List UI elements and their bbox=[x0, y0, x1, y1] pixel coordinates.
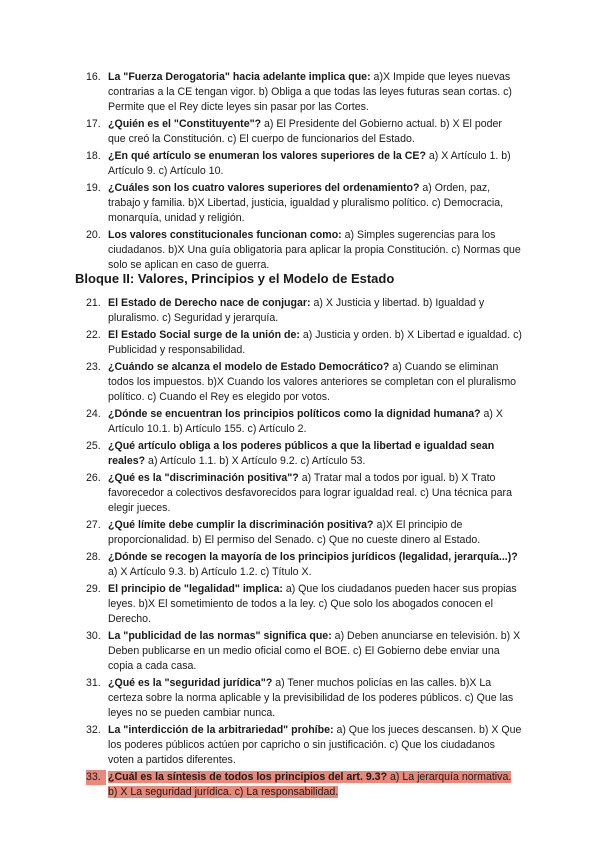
question-number: 24. bbox=[86, 408, 101, 420]
question-number: 33. bbox=[86, 770, 106, 785]
answer-options: a) La jerarquía normativa. b) X La seguridad jurídica. c) La responsabilidad. bbox=[108, 771, 512, 798]
question-item bbox=[0, 582, 600, 627]
question-text: ¿Quién es el "Constituyente"? bbox=[108, 118, 262, 130]
question-text: ¿Qué artículo obliga a los poderes públicos a que la libertad e igualdad sean reales? bbox=[108, 440, 495, 467]
question-number: 16. bbox=[86, 71, 101, 83]
question-number: 25. bbox=[86, 440, 101, 452]
answer-options: a) Que los ciudadanos pueden hacer sus propias leyes. b)X El sometimiento de todos a la ley. c) Que solo los abogados conocen el Derecho. bbox=[108, 583, 517, 625]
answer-options: a) Tratar mal a todos por igual. b) X Trato favorecedor a colectivos desfavorecidos para lograr igualdad real. c) Una técnica para elegir jueces. bbox=[108, 472, 512, 514]
answer-options: a) Cuando se eliminan todos los impuestos. b)X Cuando los valores anteriores se completan con el pluralismo político. c) Cuando el Rey es elegido por votos. bbox=[108, 361, 517, 403]
answer-options: a) X Artículo 10.1. b) Artículo 155. c) Artículo 2. bbox=[108, 408, 503, 435]
question-number: 30. bbox=[86, 630, 101, 642]
question-number: 27. bbox=[86, 519, 101, 531]
question-item bbox=[0, 360, 600, 405]
question-number: 17. bbox=[86, 118, 101, 130]
question-text: ¿Dónde se recogen la mayoría de los principios jurídicos (legalidad, jerarquía...)? bbox=[108, 551, 518, 563]
answer-options: a) Orden, paz, trabajo y familia. b)X Libertad, justicia, igualdad y pluralismo político. c) Democracia, monarquía, unidad y religión. bbox=[108, 182, 504, 224]
question-number: 19. bbox=[86, 182, 101, 194]
question-item bbox=[0, 676, 600, 721]
question-number: 20. bbox=[86, 229, 101, 241]
question-item bbox=[0, 181, 600, 226]
question-text: ¿Qué es la "seguridad jurídica"? bbox=[108, 677, 273, 689]
question-item bbox=[0, 439, 600, 469]
question-number: 21. bbox=[86, 297, 101, 309]
question-text: La "Fuerza Derogatoria" hacia adelante implica que: bbox=[108, 71, 371, 83]
question-text: La "publicidad de las normas" significa que: bbox=[108, 630, 332, 642]
question-number: 28. bbox=[86, 551, 101, 563]
answer-options: a)X Impide que leyes nuevas contrarias a la CE tengan vigor. b) Obliga a que todas las leyes futuras sean cortas. c) Permite que el Rey dicte leyes sin pasar por las Cortes. bbox=[108, 71, 512, 113]
question-text: El Estado Social surge de la unión de: bbox=[108, 329, 300, 341]
question-item bbox=[0, 518, 600, 548]
question-text: La "interdicción de la arbitrariedad" prohíbe: bbox=[108, 724, 334, 736]
question-item bbox=[0, 117, 600, 147]
answer-options: a) Deben anunciarse en televisión. b) X Deben publicarse en un medio oficial como el BOE. c) El Gobierno debe enviar una copia a cada casa. bbox=[108, 630, 521, 672]
question-number: 18. bbox=[86, 150, 101, 162]
question-text: Los valores constitucionales funcionan como: bbox=[108, 229, 342, 241]
answer-options: a) X Artículo 9.3. b) Artículo 1.2. c) Título X. bbox=[108, 566, 312, 578]
question-item bbox=[0, 70, 600, 115]
answer-options: a)X El principio de proporcionalidad. b) El permiso del Senado. c) Que no cueste dinero al Estado. bbox=[108, 519, 481, 546]
answer-options: a) Simples sugerencias para los ciudadanos. b)X Una guía obligatoria para aplicar la propia Constitución. c) Normas que solo se aplican en caso de guerra. bbox=[108, 229, 521, 271]
question-text: ¿Cuáles son los cuatro valores superiores del ordenamiento? bbox=[108, 182, 420, 194]
question-item bbox=[0, 723, 600, 768]
question-item bbox=[0, 149, 600, 179]
question-list-block-1 bbox=[0, 70, 600, 275]
question-item bbox=[0, 296, 600, 326]
question-text: ¿Qué es la "discriminación positiva"? bbox=[108, 472, 299, 484]
answer-options: a) X Justicia y libertad. b) Igualdad y pluralismo. c) Seguridad y jerarquía. bbox=[108, 297, 485, 324]
question-text: ¿Cuál es la síntesis de todos los principios del art. 9.3? bbox=[108, 771, 388, 783]
question-list-block-2 bbox=[0, 296, 600, 802]
question-item bbox=[0, 407, 600, 437]
answer-options: a) X Artículo 1. b) Artículo 9. c) Artículo 10. bbox=[108, 150, 511, 177]
highlight-mark bbox=[108, 771, 511, 798]
question-item-highlighted bbox=[0, 770, 600, 800]
answer-options: a) Justicia y orden. b) X Libertad e igualdad. c) Publicidad y responsabilidad. bbox=[108, 329, 522, 356]
question-number: 23. bbox=[86, 361, 101, 373]
question-item bbox=[0, 550, 600, 580]
question-number: 32. bbox=[86, 724, 101, 736]
question-item bbox=[0, 228, 600, 273]
question-number: 29. bbox=[86, 583, 101, 595]
question-text: ¿Dónde se encuentran los principios políticos como la dignidad humana? bbox=[108, 408, 481, 420]
answer-options: a) Artículo 1.1. b) X Artículo 9.2. c) Artículo 53. bbox=[145, 455, 366, 467]
question-text: El principio de "legalidad" implica: bbox=[108, 583, 283, 595]
question-text: El Estado de Derecho nace de conjugar: bbox=[108, 297, 311, 309]
question-number: 22. bbox=[86, 329, 101, 341]
section-heading: Bloque II: Valores, Principios y el Modelo de Estado bbox=[75, 271, 395, 286]
answer-options: a) Tener muchos policías en las calles. b)X La certeza sobre la norma aplicable y la previsibilidad de los poderes públicos. c) Que las leyes no se pueden cambiar nunca. bbox=[108, 677, 514, 719]
question-text: ¿Qué límite debe cumplir la discriminación positiva? bbox=[108, 519, 374, 531]
question-text: ¿Cuándo se alcanza el modelo de Estado Democrático? bbox=[108, 361, 390, 373]
question-item bbox=[0, 471, 600, 516]
question-item bbox=[0, 629, 600, 674]
answer-options: a) El Presidente del Gobierno actual. b) X El poder que creó la Constitución. c) El cuerpo de funcionarios del Estado. bbox=[108, 118, 502, 145]
question-item bbox=[0, 328, 600, 358]
question-number: 31. bbox=[86, 677, 101, 689]
question-text: ¿En qué artículo se enumeran los valores superiores de la CE? bbox=[108, 150, 426, 162]
answer-options: a) Que los jueces descansen. b) X Que los poderes públicos actúen por capricho o sin justificación. c) Que los ciudadanos voten a partidos diferentes. bbox=[108, 724, 522, 766]
question-number: 26. bbox=[86, 472, 101, 484]
